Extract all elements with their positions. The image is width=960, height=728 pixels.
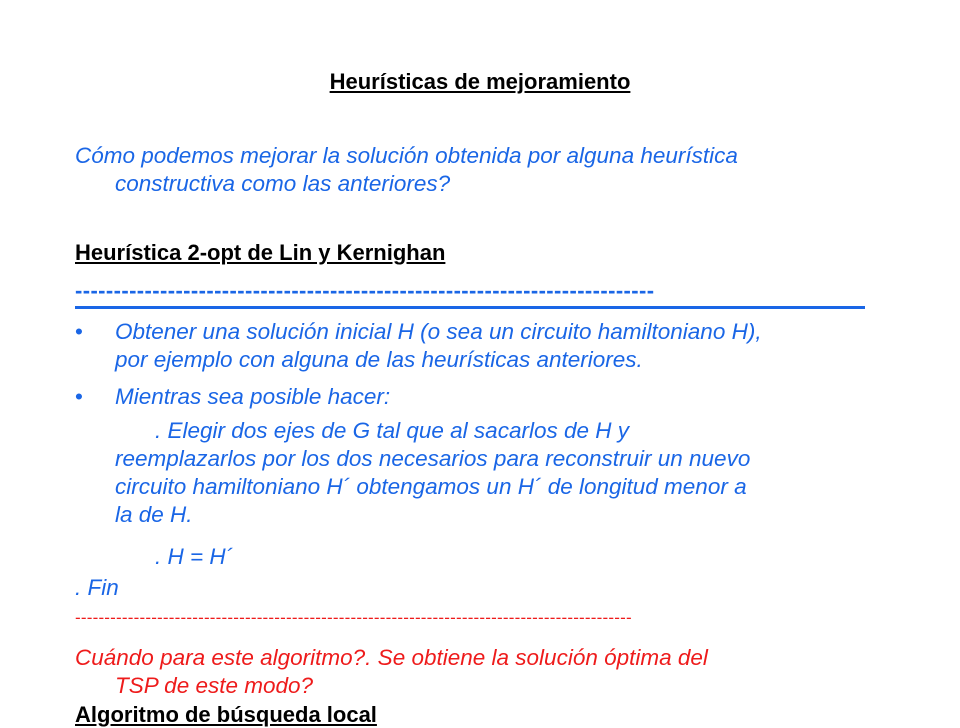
closing-question xyxy=(75,644,935,700)
dashed-separator-top: --------------------------------------------------------------------------- xyxy=(75,278,655,303)
bullet-icon: • xyxy=(75,384,83,409)
bullet-text xyxy=(115,318,895,374)
bullet-item-while-loop xyxy=(75,383,895,411)
bullet-item-initial-solution xyxy=(75,318,895,374)
intro-question-line-2: constructiva como las anteriores? xyxy=(115,171,451,196)
loop-step-line-1: . Elegir dos ejes de G tal que al sacarlos de H y xyxy=(155,418,629,443)
loop-step-line-3: circuito hamiltoniano H´ obtengamos un H´ de longitud menor a xyxy=(115,474,747,499)
loop-step-line-2: reemplazarlos por los dos necesarios para reconstruir un nuevo xyxy=(115,446,751,471)
loop-step-swap-edges xyxy=(115,417,895,529)
bullet-line-2: por ejemplo con alguna de las heurísticas anteriores. xyxy=(115,347,643,372)
dashed-separator-bottom: ----------------------------------------------------------------------------------------------- xyxy=(75,608,632,627)
loop-step-assign-text: . H = H´ xyxy=(155,544,234,569)
local-search-heading: Algoritmo de búsqueda local xyxy=(75,702,377,727)
algorithm-heading: Heurística 2-opt de Lin y Kernighan xyxy=(75,240,446,265)
algorithm-end: . Fin xyxy=(75,575,119,600)
loop-step-assign xyxy=(115,543,895,571)
intro-question xyxy=(75,142,935,198)
slide-title: Heurísticas de mejoramiento xyxy=(329,69,631,94)
closing-question-line-2: TSP de este modo? xyxy=(115,673,314,698)
bullet-line-1: Obtener una solución inicial H (o sea un circuito hamiltoniano H), xyxy=(115,319,762,344)
loop-step-line-4: la de H. xyxy=(115,502,193,527)
intro-question-line-1: Cómo podemos mejorar la solución obtenida por alguna heurística xyxy=(75,143,738,168)
closing-question-line-1: Cuándo para este algoritmo?. Se obtiene la solución óptima del xyxy=(75,645,708,670)
bullet-icon: • xyxy=(75,319,83,344)
separator-rule xyxy=(75,306,865,309)
bullet-text: Mientras sea posible hacer: xyxy=(115,384,391,409)
